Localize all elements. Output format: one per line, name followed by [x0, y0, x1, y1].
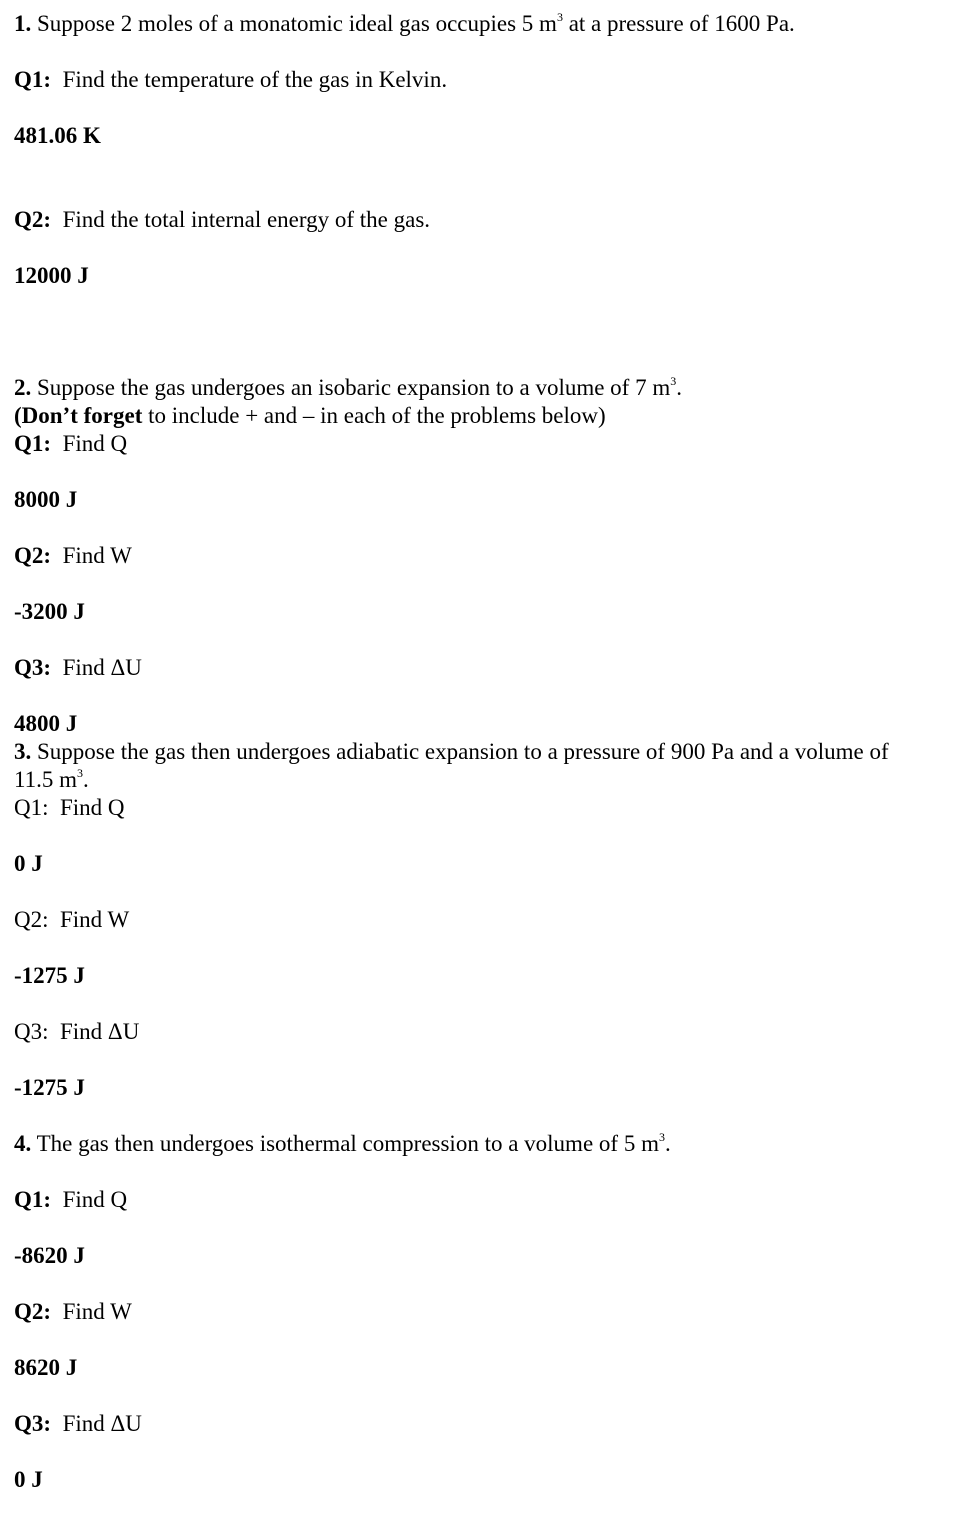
problem-number: 3. [14, 739, 32, 764]
problem-2-statement: 2. Suppose the gas undergoes an isobaric expansion to a volume of 7 $m^3$. [14, 374, 682, 400]
question: Q3: Find ΔU [14, 1411, 142, 1436]
problem-3-statement-line-1: 3. Suppose the gas then undergoes adiabatic expansion to a pressure of 900 Pa and a volume of [14, 739, 889, 764]
problem-1-statement: 1. Suppose 2 moles of a monatomic ideal gas occupies 5 $m^3$ at a pressure of 1600 Pa. [14, 10, 795, 36]
answer: 481.06 K [14, 123, 101, 148]
question: Q1: Find the temperature of the gas in Kelvin. [14, 67, 448, 92]
answer: 0 J [14, 1467, 43, 1492]
answer: 4800 J [14, 711, 78, 736]
question: Q2: Find W [14, 543, 132, 568]
problem-number: 4. [14, 1131, 32, 1156]
problem-4-statement: 4. The gas then undergoes isothermal compression to a volume of 5 $m^3$. [14, 1130, 671, 1156]
answer: 8000 J [14, 487, 78, 512]
question: Q1: Find Q [14, 1187, 128, 1212]
question: Q1: Find Q [14, 795, 125, 820]
problem-number: 2. [14, 375, 32, 400]
question: Q2: Find W [14, 907, 130, 932]
question: Q2: Find W [14, 1299, 132, 1324]
question: Q3: Find ΔU [14, 655, 142, 680]
question: Q1: Find Q [14, 431, 128, 456]
problem-number: 1. [14, 11, 32, 36]
problem-3-statement-line-2: 11.5 $m^3$. [14, 766, 89, 792]
answer: 8620 J [14, 1355, 78, 1380]
answer: 0 J [14, 851, 43, 876]
answer: -3200 J [14, 599, 85, 624]
answer: -1275 J [14, 1075, 85, 1100]
answer: 12000 J [14, 263, 89, 288]
answer: -8620 J [14, 1243, 85, 1268]
answer: -1275 J [14, 963, 85, 988]
question: Q2: Find the total internal energy of the gas. [14, 207, 431, 232]
problem-2-note: (Don’t forget to include + and – in each of the problems below) [14, 403, 606, 428]
question: Q3: Find ΔU [14, 1019, 140, 1044]
